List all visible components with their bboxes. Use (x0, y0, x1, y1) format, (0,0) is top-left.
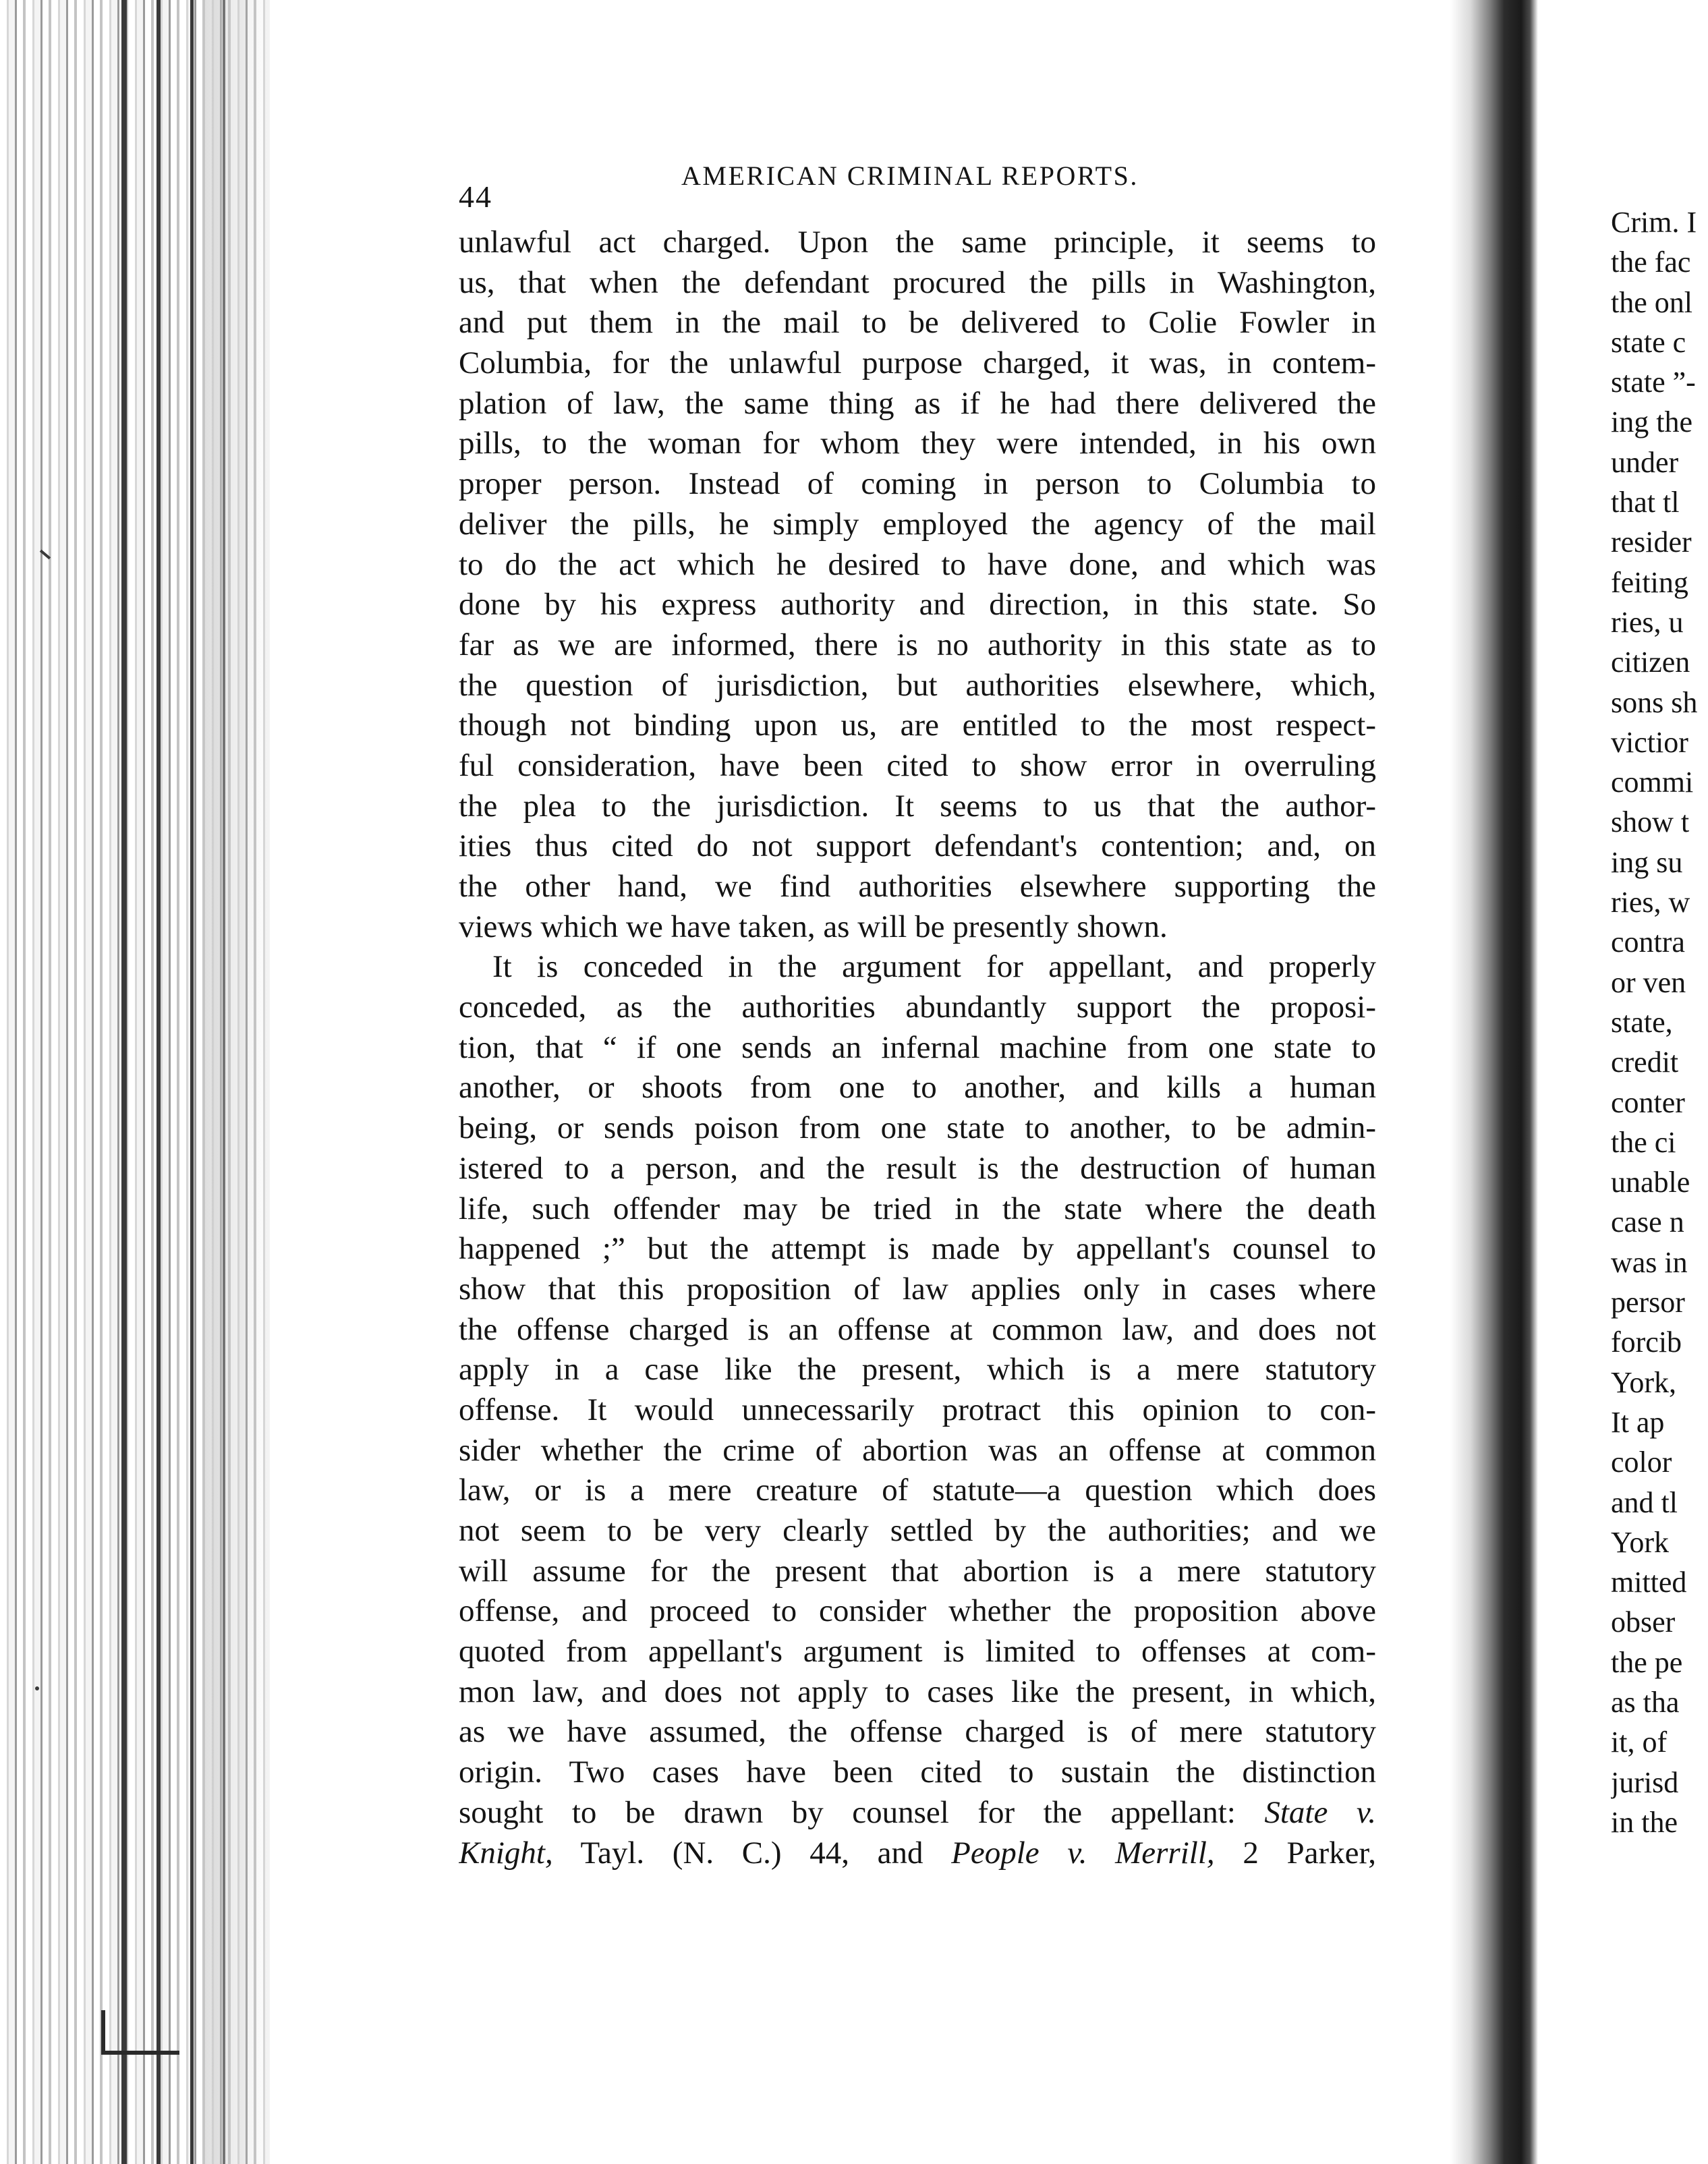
text-line: quoted from appellant's argument is limited to offenses at com- (459, 1634, 1376, 1670)
text-line: the other hand, we find authorities elsewhere supporting the (459, 869, 1376, 904)
book-gutter (1450, 0, 1538, 2164)
text-line: as we have assumed, the offense charged is of mere statutory (459, 1714, 1376, 1750)
text-line: tion, that “ if one sends an infernal machine from one state to (459, 1029, 1376, 1065)
text-line-segment: 2 Parker, (1243, 1835, 1376, 1871)
text-line: the offense charged is an offense at common law, and does not (459, 1311, 1376, 1347)
page-edge-corner (101, 2010, 179, 2055)
case-citation: People v. Merrill, (951, 1835, 1215, 1871)
facing-text-line: ing su (1611, 845, 1683, 879)
page-edge-band (121, 0, 127, 2164)
facing-text-line: forcib (1611, 1326, 1682, 1359)
text-line: the question of jurisdiction, but authorities elsewhere, which, (459, 667, 1376, 703)
text-line: views which we have taken, as will be presently shown. (459, 909, 1168, 944)
facing-text-line: commi (1611, 766, 1694, 799)
text-line-segment: sought to be drawn by counsel for the appellant: (459, 1794, 1265, 1830)
page-edge-shadow (202, 0, 270, 2164)
text-line: apply in a case like the present, which is a mere statutory (459, 1352, 1376, 1388)
book-page-edges (0, 0, 270, 2164)
text-line: law, or is a mere creature of statute—a question which does (459, 1473, 1376, 1508)
facing-text-line: in the (1611, 1805, 1678, 1839)
text-line: unlawful act charged. Upon the same principle, it seems to (459, 225, 1376, 260)
facing-text-line: York, (1611, 1365, 1677, 1399)
text-line: being, or sends poison from one state to another, to be admin- (459, 1110, 1376, 1146)
facing-text-line: state, (1611, 1005, 1673, 1039)
text-line-segment: Tayl. (N. C.) 44, and (580, 1835, 923, 1871)
facing-text-line: citizen (1611, 646, 1690, 679)
facing-text-line: ing the (1611, 405, 1692, 439)
text-line: will assume for the present that abortion is a mere statutory (459, 1553, 1376, 1589)
text-line: offense, and proceed to consider whether the proposition above (459, 1593, 1376, 1629)
text-line: ful consideration, have been cited to show error in overruling (459, 747, 1376, 783)
running-head (445, 145, 1390, 214)
facing-text-line: obser (1611, 1605, 1676, 1639)
book-page (445, 145, 1390, 214)
text-line: not seem to be very clearly settled by the authorities; and we (459, 1513, 1376, 1548)
text-line: origin. Two cases have been cited to sustain the distinction (459, 1755, 1376, 1790)
text-line: happened ;” but the attempt is made by appellant's counsel to (459, 1231, 1376, 1267)
facing-text-line: Crim. I (1611, 206, 1697, 239)
text-line: though not binding upon us, are entitled to the most respect- (459, 708, 1376, 743)
text-line (459, 1793, 1376, 1833)
case-citation: State v. (1264, 1794, 1376, 1830)
facing-text-line: sons sh (1611, 685, 1698, 719)
facing-text-line: mitted (1611, 1566, 1687, 1599)
facing-text-line: color (1611, 1446, 1672, 1479)
facing-text-line: under (1611, 445, 1679, 479)
facing-text-line: It ap (1611, 1405, 1665, 1439)
text-line: life, such offender may be tried in the state where the death (459, 1191, 1376, 1226)
facing-text-line: the ci (1611, 1125, 1676, 1159)
page-edge-band (156, 0, 161, 2164)
text-line: plation of law, the same thing as if he had there delivered the (459, 385, 1376, 421)
text-line: show that this proposition of law applies only in cases where (459, 1271, 1376, 1307)
text-line: sider whether the crime of abortion was an offense at common (459, 1432, 1376, 1468)
facing-text-line: or ven (1611, 965, 1686, 999)
text-line: another, or shoots from one to another, and kills a human (459, 1070, 1376, 1106)
facing-text-line: ries, w (1611, 886, 1690, 919)
text-line: ities thus cited do not support defendant's contention; and, on (459, 828, 1376, 864)
facing-text-line: case n (1611, 1205, 1684, 1239)
facing-text-line: the pe (1611, 1645, 1683, 1679)
facing-text-line: that tl (1611, 486, 1680, 519)
text-line: proper person. Instead of coming in person to Columbia to (459, 466, 1376, 502)
facing-text-line: contra (1611, 926, 1685, 959)
running-title: AMERICAN CRIMINAL REPORTS. (681, 161, 1139, 191)
facing-text-line: as tha (1611, 1685, 1680, 1719)
case-citation: Knight, (459, 1835, 553, 1871)
text-line: us, that when the defendant procured the pills in Washington, (459, 264, 1376, 300)
facing-text-line: was in (1611, 1245, 1688, 1279)
text-line: It is conceded in the argument for appellant, and properly (492, 949, 1376, 985)
facing-text-line: conter (1611, 1085, 1685, 1119)
text-line: istered to a person, and the result is the destruction of human (459, 1150, 1376, 1186)
text-line: to do the act which he desired to have done, and which was (459, 546, 1376, 582)
facing-text-line: victior (1611, 725, 1688, 759)
text-line: conceded, as the authorities abundantly support the proposi- (459, 990, 1376, 1025)
text-line (459, 1833, 1376, 1874)
facing-text-line: persor (1611, 1286, 1685, 1319)
body-text (459, 223, 1376, 1873)
text-line: offense. It would unnecessarily protract this opinion to con- (459, 1392, 1376, 1427)
text-line: pills, to the woman for whom they were intended, in his own (459, 426, 1376, 461)
facing-text-line: and tl (1611, 1485, 1678, 1519)
text-line: deliver the pills, he simply employed the agency of the mail (459, 506, 1376, 542)
text-line: far as we are informed, there is no authority in this state as to (459, 627, 1376, 662)
facing-text-line: state ”- (1611, 366, 1696, 399)
facing-text-line: resider (1611, 525, 1692, 559)
facing-text-line: ries, u (1611, 605, 1684, 639)
facing-text-line: it, of (1611, 1726, 1668, 1759)
facing-text-line: unable (1611, 1166, 1690, 1199)
speck (35, 1686, 39, 1690)
facing-text-line: the onl (1611, 285, 1692, 319)
facing-page-fragment (1611, 202, 1708, 1842)
facing-text-line: feiting (1611, 565, 1688, 599)
text-line: Columbia, for the unlawful purpose charged, it was, in contem- (459, 345, 1376, 381)
page-number: 44 (459, 179, 492, 214)
text-line: done by his express authority and direction, in this state. So (459, 587, 1376, 623)
page-edge-band (190, 0, 194, 2164)
text-line: and put them in the mail to be delivered to Colie Fowler in (459, 305, 1376, 341)
facing-text-line: show t (1611, 805, 1690, 839)
facing-text-line: credit (1611, 1046, 1679, 1079)
facing-text-line: state c (1611, 325, 1686, 359)
text-line: the plea to the jurisdiction. It seems to us that the author- (459, 788, 1376, 824)
facing-text-line: the fac (1611, 246, 1691, 279)
facing-text-line: York (1611, 1525, 1670, 1559)
facing-text-line: jurisd (1611, 1765, 1679, 1799)
text-line: mon law, and does not apply to cases like the present, in which, (459, 1674, 1376, 1709)
